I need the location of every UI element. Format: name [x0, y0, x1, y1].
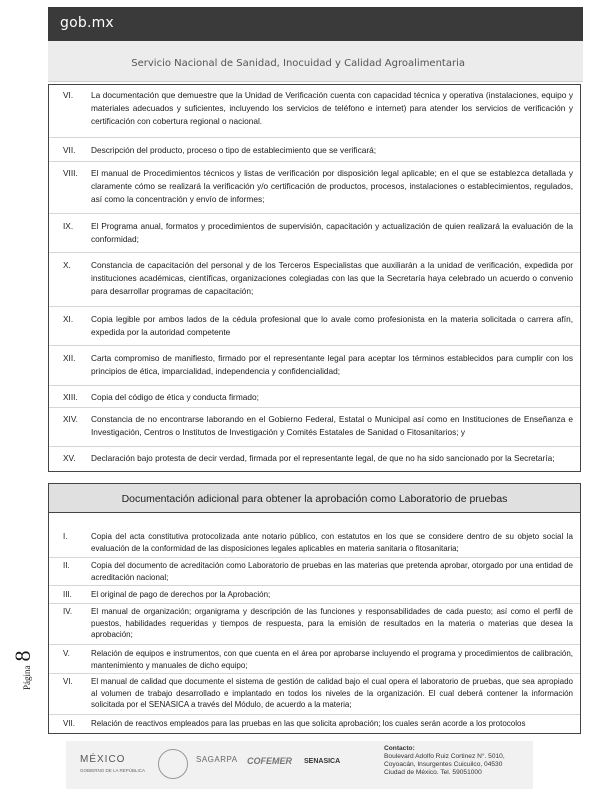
- item-number: V.: [63, 649, 70, 658]
- item-text: La documentación que demuestre que la Unidad de Verificación cuenta con capacidad técnica y operativa (instalaciones, equipo y materiales adecuados y suficientes, incluyendo los servicios de teléfono e internet) para atender los servicios de verificación y certificación con cobertura regional o nacional.: [91, 90, 573, 126]
- item-text: Relación de reactivos empleados para las pruebas en las que solicita aprobación; los cuales serán acorde a los protocolos: [91, 719, 526, 728]
- divider: [49, 385, 580, 386]
- section-title-box: [48, 483, 581, 513]
- divider: [49, 306, 580, 307]
- laboratory-requirements-box: [48, 513, 581, 734]
- page-number: 8: [10, 650, 35, 662]
- item-text: El manual de organización; organigrama y descripción de las funciones y responsabilidades de cada puesto; así como el perfil de puestos, habilidades requeridas y tiempos de respuesta, para la emisión de resultados en la materia o materias que desea la aprobación;: [91, 607, 573, 639]
- contact-info: [384, 745, 505, 777]
- item-number: XV.: [63, 453, 76, 463]
- divider: [49, 345, 580, 346]
- page-number-label: [10, 651, 36, 691]
- sagarpa-logo: SAGARPA: [196, 755, 238, 764]
- item-text: Relación de equipos e instrumentos, con que cuenta en el área por aprobarse incluyendo el programa y procedimientos de calibración, mantenimiento y manuales de dicho equipo;: [91, 649, 573, 670]
- item-number: II.: [63, 561, 70, 570]
- national-seal-icon: [158, 749, 188, 779]
- divider: [49, 213, 580, 214]
- item-text: Carta compromiso de manifiesto, firmado por el representante legal para aceptar los términos establecidos para cumplir con los principios de ética, imparcialidad, independencia y confidencialidad;: [91, 353, 573, 376]
- header-subtitle: Servicio Nacional de Sanidad, Inocuidad y Calidad Agroalimentaria: [131, 58, 465, 69]
- item-number: XII.: [63, 353, 76, 363]
- header-bar: [48, 7, 583, 41]
- item-text: Copia legible por ambos lados de la cédula profesional que lo avale como profesionista en la materia solicitada o carrera afín, expedida por la autoridad competente: [91, 314, 573, 337]
- item-text: Descripción del producto, proceso o tipo de establecimiento que se verificará;: [91, 145, 377, 155]
- senasica-logo: SENASICA: [304, 758, 341, 765]
- contact-line: Coyoacán, Insurgentes Cuicuilco, 04530: [384, 761, 503, 768]
- divider: [49, 603, 580, 604]
- item-number: X.: [63, 260, 71, 270]
- page-word: Página: [22, 665, 32, 690]
- item-text: El original de pago de derechos por la Aprobación;: [91, 590, 271, 599]
- footer-banner: [66, 741, 533, 789]
- item-text: El manual de Procedimientos técnicos y listas de verificación por disposición legal aplicable; en el que se establezca detallada y claramente cómo se realizará la verificación y/o certificación de productos, procesos, instalaciones o establecimientos, regulados, así como la concentración y envío de informes;: [91, 168, 573, 204]
- divider: [49, 585, 580, 586]
- item-text: El manual de calidad que documente el sistema de gestión de calidad bajo el cual opera el laboratorio de pruebas, que sea apropiado al volumen de trabajo desarrollado e implantado en todos los niveles de la organización. El cual deberá contener la información solicitada por el SENASICA a través del Módulo, de acuerdo a la materia;: [91, 677, 573, 709]
- divider: [49, 644, 580, 645]
- item-number: IV.: [63, 607, 73, 616]
- requirements-list-box: [48, 84, 581, 472]
- contact-title: Contacto:: [384, 745, 415, 752]
- item-text: Declaración bajo protesta de decir verdad, firmada por el representante legal, de que no ha sido sancionado por la Secretaría;: [91, 453, 555, 463]
- divider: [49, 714, 580, 715]
- divider: [49, 137, 580, 138]
- item-text: El Programa anual, formatos y procedimientos de supervisión, capacitación y actualización de quien realizará la evaluación de la conformidad;: [91, 221, 573, 244]
- item-number: III.: [63, 590, 72, 599]
- divider: [49, 252, 580, 253]
- divider: [49, 161, 580, 162]
- divider: [49, 557, 580, 558]
- item-text: Constancia de capacitación del personal y de los Terceros Especialistas que auxiliarán a la unidad de verificación, expedida por instituciones académicas, científicas, organizaciones colegiadas con las que la Secretaría haya celebrado un acuerdo o convenio para desarrollar programas de capacitación;: [91, 260, 573, 296]
- item-text: Copia del acta constitutiva protocolizada ante notario público, con estatutos en los que se considere dentro de su objeto social la evaluación de la conformidad de las disposiciones legales aplicables en materia sanitaria o fitosanitaria;: [91, 532, 573, 553]
- header-subtitle-bar: [48, 41, 583, 82]
- item-number: VII.: [63, 145, 76, 155]
- divider: [49, 673, 580, 674]
- mexico-logo-subtitle: GOBIERNO DE LA REPÚBLICA: [80, 768, 146, 773]
- contact-line: Boulevard Adolfo Ruiz Cortinez N°. 5010,: [384, 753, 505, 760]
- item-number: XIII.: [63, 392, 78, 402]
- item-number: VII.: [63, 719, 76, 728]
- item-number: I.: [63, 532, 68, 541]
- item-text: Copia del código de ética y conducta firmado;: [91, 392, 259, 402]
- contact-line: Ciudad de México. Tel. 59051000: [384, 769, 482, 776]
- item-number: VI.: [63, 90, 74, 100]
- item-number: IX.: [63, 221, 74, 231]
- divider: [49, 446, 580, 447]
- mexico-logo: MÉXICO: [80, 754, 126, 765]
- section-title: Documentación adicional para obtener la aprobación como Laboratorio de pruebas: [121, 493, 508, 505]
- item-text: Constancia de no encontrarse laborando en el Gobierno Federal, Estatal o Municipal así como en Instituciones de Enseñanza e Investigación, Centros o Institutos de Investigación y Comités Estatales de Sanidad o Fitosanitarios; y: [91, 414, 573, 437]
- item-number: XI.: [63, 314, 74, 324]
- gob-mx-logo: gob.mx: [60, 15, 114, 31]
- item-number: VIII.: [63, 168, 78, 178]
- item-text: Copia del documento de acreditación como Laboratorio de pruebas en las materias que pretenda aprobar, otorgado por una entidad de acreditación nacional;: [91, 561, 573, 582]
- cofemer-logo: COFEMER: [247, 756, 292, 766]
- item-number: VI.: [63, 677, 73, 686]
- item-number: XIV.: [63, 414, 78, 424]
- divider: [49, 407, 580, 408]
